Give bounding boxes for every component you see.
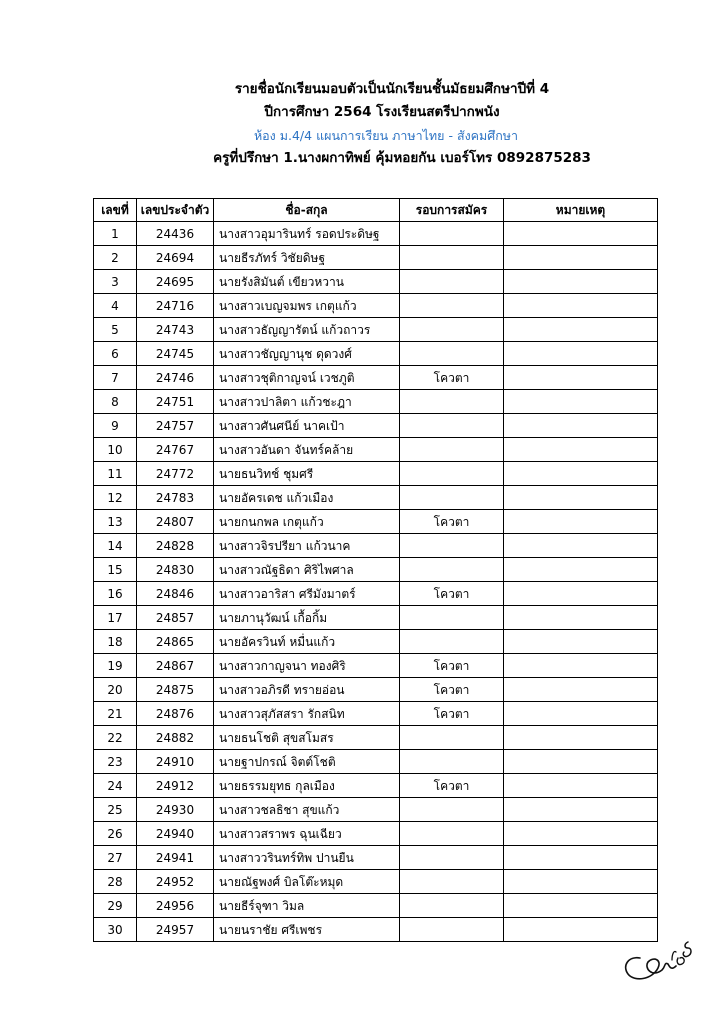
application-round xyxy=(400,606,504,630)
row-number: 19 xyxy=(94,654,137,678)
table-row xyxy=(94,894,658,918)
student-name: นางสาวอภิรดี ทรายอ่อน xyxy=(214,678,400,702)
row-number: 14 xyxy=(94,534,137,558)
application-round: โควตา xyxy=(400,510,504,534)
table-row xyxy=(94,270,658,294)
remarks xyxy=(504,294,658,318)
application-round xyxy=(400,438,504,462)
application-round xyxy=(400,246,504,270)
application-round xyxy=(400,798,504,822)
application-round xyxy=(400,918,504,942)
application-round xyxy=(400,294,504,318)
remarks xyxy=(504,654,658,678)
table-row xyxy=(94,222,658,246)
table-row xyxy=(94,702,658,726)
student-name: นายรังสิมันต์ เขียวหวาน xyxy=(214,270,400,294)
student-id: 24767 xyxy=(137,438,214,462)
student-name: นางสาวอาริสา ศรีมังมาตร์ xyxy=(214,582,400,606)
student-id: 24910 xyxy=(137,750,214,774)
row-number: 29 xyxy=(94,894,137,918)
remarks xyxy=(504,246,658,270)
student-name: นายธีร์จุฑา วิมล xyxy=(214,894,400,918)
row-number: 8 xyxy=(94,390,137,414)
application-round xyxy=(400,846,504,870)
student-id: 24716 xyxy=(137,294,214,318)
header-application-round: รอบการสมัคร xyxy=(400,199,504,222)
table-row xyxy=(94,774,658,798)
class-plan-subtitle: ห้อง ม.4/4 แผนการเรียน ภาษาไทย - สังคมศึกษา xyxy=(253,128,519,143)
application-round: โควตา xyxy=(400,582,504,606)
row-number: 28 xyxy=(94,870,137,894)
title-line-2: ปีการศึกษา 2564 โรงเรียนสตรีปากพนัง xyxy=(264,104,500,120)
document-header xyxy=(0,78,724,170)
application-round: โควตา xyxy=(400,774,504,798)
student-name: นางสาวธัญญารัตน์ แก้วถาวร xyxy=(214,318,400,342)
student-id: 24882 xyxy=(137,726,214,750)
row-number: 10 xyxy=(94,438,137,462)
table-row xyxy=(94,822,658,846)
row-number: 16 xyxy=(94,582,137,606)
remarks xyxy=(504,390,658,414)
remarks xyxy=(504,366,658,390)
application-round xyxy=(400,342,504,366)
student-name: นางสาวอันดา จันทร์คล้าย xyxy=(214,438,400,462)
application-round: โควตา xyxy=(400,702,504,726)
table-row xyxy=(94,462,658,486)
table-body xyxy=(94,222,658,942)
application-round xyxy=(400,414,504,438)
row-number: 15 xyxy=(94,558,137,582)
table-row xyxy=(94,390,658,414)
student-id: 24436 xyxy=(137,222,214,246)
remarks xyxy=(504,822,658,846)
student-name: นายธนโชติ สุขสโมสร xyxy=(214,726,400,750)
student-name: นางสาวเบญจมพร เกตุแก้ว xyxy=(214,294,400,318)
application-round xyxy=(400,534,504,558)
row-number: 30 xyxy=(94,918,137,942)
row-number: 21 xyxy=(94,702,137,726)
table-row xyxy=(94,486,658,510)
row-number: 9 xyxy=(94,414,137,438)
student-name: นางสาวอุมารินทร์ รอดประดิษฐ xyxy=(214,222,400,246)
student-name: นางสาวชัญญานุช ดุดวงศ์ xyxy=(214,342,400,366)
student-id: 24876 xyxy=(137,702,214,726)
table-row xyxy=(94,582,658,606)
remarks xyxy=(504,222,658,246)
row-number: 4 xyxy=(94,294,137,318)
table-row xyxy=(94,294,658,318)
table-row xyxy=(94,870,658,894)
remarks xyxy=(504,798,658,822)
student-name: นายอัครวินท์ หมื่นแก้ว xyxy=(214,630,400,654)
application-round xyxy=(400,318,504,342)
remarks xyxy=(504,462,658,486)
row-number: 23 xyxy=(94,750,137,774)
student-name: นางสาวสราพร ฉุนเฉียว xyxy=(214,822,400,846)
table-row xyxy=(94,630,658,654)
student-name: นางสาวสุภัสสรา รักสนิท xyxy=(214,702,400,726)
remarks xyxy=(504,270,658,294)
application-round: โควตา xyxy=(400,654,504,678)
application-round xyxy=(400,894,504,918)
row-number: 25 xyxy=(94,798,137,822)
remarks xyxy=(504,750,658,774)
student-id: 24745 xyxy=(137,342,214,366)
table-row xyxy=(94,342,658,366)
student-id: 24865 xyxy=(137,630,214,654)
application-round xyxy=(400,558,504,582)
application-round xyxy=(400,270,504,294)
table-header-row xyxy=(94,199,658,222)
remarks xyxy=(504,582,658,606)
application-round xyxy=(400,462,504,486)
student-name: นางสาวชลธิชา สุขแก้ว xyxy=(214,798,400,822)
student-id: 24940 xyxy=(137,822,214,846)
row-number: 12 xyxy=(94,486,137,510)
remarks xyxy=(504,774,658,798)
row-number: 7 xyxy=(94,366,137,390)
student-id: 24930 xyxy=(137,798,214,822)
student-name: นายณัฐพงศ์ บิลโต๊ะหมุด xyxy=(214,870,400,894)
student-id: 24956 xyxy=(137,894,214,918)
table-row xyxy=(94,318,658,342)
table-row xyxy=(94,534,658,558)
header-number: เลขที่ xyxy=(94,199,137,222)
remarks xyxy=(504,726,658,750)
student-id: 24957 xyxy=(137,918,214,942)
remarks xyxy=(504,414,658,438)
remarks xyxy=(504,846,658,870)
row-number: 2 xyxy=(94,246,137,270)
student-name: นางสาวปาลิตา แก้วชะฎา xyxy=(214,390,400,414)
table-row xyxy=(94,678,658,702)
student-id: 24783 xyxy=(137,486,214,510)
student-name: นายกนกพล เกตุแก้ว xyxy=(214,510,400,534)
student-id: 24807 xyxy=(137,510,214,534)
student-name: นายฐาปกรณ์ จิตต์โชติ xyxy=(214,750,400,774)
table-row xyxy=(94,438,658,462)
row-number: 13 xyxy=(94,510,137,534)
remarks xyxy=(504,510,658,534)
header-remarks: หมายเหตุ xyxy=(504,199,658,222)
student-name: นางสาวชุติกาญจน์ เวชภูติ xyxy=(214,366,400,390)
student-id: 24846 xyxy=(137,582,214,606)
student-id: 24875 xyxy=(137,678,214,702)
student-id: 24751 xyxy=(137,390,214,414)
student-id: 24830 xyxy=(137,558,214,582)
student-name: นางสาวศันศนีย์ นาคเป้า xyxy=(214,414,400,438)
table-row xyxy=(94,750,658,774)
remarks xyxy=(504,438,658,462)
student-name: นางสาวกาญจนา ทองศิริ xyxy=(214,654,400,678)
application-round xyxy=(400,630,504,654)
remarks xyxy=(504,606,658,630)
table-row xyxy=(94,510,658,534)
student-id: 24772 xyxy=(137,462,214,486)
row-number: 26 xyxy=(94,822,137,846)
handwritten-signature-icon xyxy=(618,928,702,990)
remarks xyxy=(504,534,658,558)
title-line-1: รายชื่อนักเรียนมอบตัวเป็นนักเรียนชั้นมัธยมศึกษาปีที่ 4 xyxy=(234,81,550,97)
remarks xyxy=(504,558,658,582)
student-roster-table xyxy=(93,198,658,942)
application-round xyxy=(400,222,504,246)
table-row xyxy=(94,366,658,390)
student-id: 24694 xyxy=(137,246,214,270)
row-number: 20 xyxy=(94,678,137,702)
student-name: นายธนวิทช์ ชุมศรี xyxy=(214,462,400,486)
remarks xyxy=(504,342,658,366)
remarks xyxy=(504,702,658,726)
student-id: 24743 xyxy=(137,318,214,342)
application-round: โควตา xyxy=(400,678,504,702)
student-id: 24757 xyxy=(137,414,214,438)
student-id: 24941 xyxy=(137,846,214,870)
student-id: 24857 xyxy=(137,606,214,630)
remarks xyxy=(504,678,658,702)
row-number: 22 xyxy=(94,726,137,750)
remarks xyxy=(504,486,658,510)
remarks xyxy=(504,894,658,918)
student-name: นางสาวณัฐธิดา ศิริไพศาล xyxy=(214,558,400,582)
table-row xyxy=(94,246,658,270)
student-id: 24952 xyxy=(137,870,214,894)
remarks xyxy=(504,318,658,342)
table-row xyxy=(94,846,658,870)
row-number: 24 xyxy=(94,774,137,798)
student-name: นายธีรภัทร์ วิชัยดิษฐ xyxy=(214,246,400,270)
table-row xyxy=(94,918,658,942)
student-name: นางสาวจิรปรียา แก้วนาค xyxy=(214,534,400,558)
application-round xyxy=(400,822,504,846)
header-student-id: เลขประจำตัว xyxy=(137,199,214,222)
table-row xyxy=(94,654,658,678)
student-id: 24828 xyxy=(137,534,214,558)
application-round: โควตา xyxy=(400,366,504,390)
table-row xyxy=(94,606,658,630)
table-row xyxy=(94,726,658,750)
student-name: นายอัครเดช แก้วเมือง xyxy=(214,486,400,510)
application-round xyxy=(400,486,504,510)
advisor-line: ครูที่ปรึกษา 1.นางผกาทิพย์ คุ้มหอยกัน เบอร์โทร 0892875283 xyxy=(213,150,591,166)
application-round xyxy=(400,726,504,750)
student-name: นายธรรมยุทธ กุลเมือง xyxy=(214,774,400,798)
student-name: นางสาววรินทร์ทิพ ปานยืน xyxy=(214,846,400,870)
table-row xyxy=(94,414,658,438)
student-id: 24746 xyxy=(137,366,214,390)
row-number: 5 xyxy=(94,318,137,342)
student-id: 24867 xyxy=(137,654,214,678)
application-round xyxy=(400,750,504,774)
remarks xyxy=(504,630,658,654)
student-name: นายนราชัย ศรีเพชร xyxy=(214,918,400,942)
student-id: 24912 xyxy=(137,774,214,798)
row-number: 18 xyxy=(94,630,137,654)
row-number: 3 xyxy=(94,270,137,294)
student-name: นายภานุวัฒน์ เกื้อกิ้ม xyxy=(214,606,400,630)
student-id: 24695 xyxy=(137,270,214,294)
row-number: 17 xyxy=(94,606,137,630)
row-number: 1 xyxy=(94,222,137,246)
table-row xyxy=(94,798,658,822)
application-round xyxy=(400,870,504,894)
header-full-name: ชื่อ-สกุล xyxy=(214,199,400,222)
row-number: 11 xyxy=(94,462,137,486)
application-round xyxy=(400,390,504,414)
remarks xyxy=(504,870,658,894)
row-number: 27 xyxy=(94,846,137,870)
row-number: 6 xyxy=(94,342,137,366)
table-row xyxy=(94,558,658,582)
